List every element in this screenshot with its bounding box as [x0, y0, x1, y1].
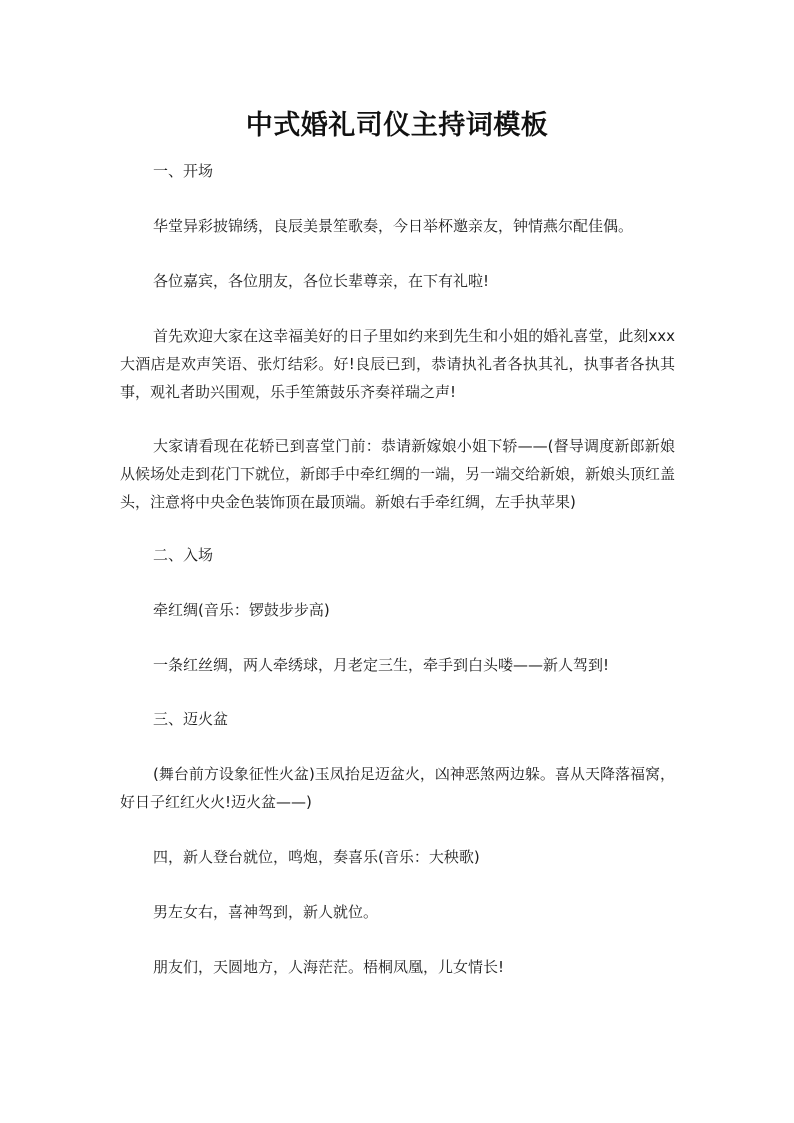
paragraph-fire-basin: (舞台前方设象征性火盆)玉凤抬足迈盆火，凶神恶煞两边躲。喜从天降落福窝，好日子红红火火!迈火盆——) [120, 765, 675, 811]
paragraph-sedan-arrival: 大家请看现在花轿已到喜堂门前：恭请新嫁娘小姐下轿——(督导调度新郎新娘从候场处走到花门下就位，新郎手中牵红绸的一端，另一端交给新娘，新娘头顶红盖头，注意将中央金色装饰顶在最顶端。新娘右手牵红绸，左手执苹果) [120, 437, 676, 511]
paragraph-greeting: 各位嘉宾，各位朋友，各位长辈尊亲，在下有礼啦! [153, 272, 490, 290]
paragraph-red-silk-verse: 一条红丝绸，两人牵绣球，月老定三生，牵手到白头喽——新人驾到! [153, 656, 610, 674]
paragraph-welcome: 首先欢迎大家在这幸福美好的日子里如约来到先生和小姐的婚礼喜堂，此刻xxx大酒店是欢声笑语、张灯结彩。好!良辰已到，恭请执礼者各执其礼，执事者各执其事，观礼者助兴围观，乐手笙箫鼓乐齐奏祥瑞之声! [120, 327, 675, 401]
paragraph-positions: 男左女右，喜神驾到，新人就位。 [153, 903, 379, 921]
section-heading-fire-basin: 三、迈火盆 [153, 710, 229, 728]
section-heading-stage: 四，新人登台就位，鸣炮，奏喜乐(音乐：大秧歌) [153, 848, 480, 866]
document-title: 中式婚礼司仪主持词模板 [245, 110, 549, 141]
paragraph-opening-verse: 华堂异彩披锦绣，良辰美景笙歌奏，今日举杯邀亲友，钟情燕尔配佳偶。 [153, 217, 634, 235]
paragraph-friends: 朋友们，天圆地方，人海茫茫。梧桐凤凰，儿女情长! [153, 958, 505, 976]
paragraph-red-silk-music: 牵红绸(音乐：锣鼓步步高) [153, 601, 330, 619]
section-heading-entrance: 二、入场 [153, 546, 214, 564]
section-heading-opening: 一、开场 [153, 162, 214, 180]
